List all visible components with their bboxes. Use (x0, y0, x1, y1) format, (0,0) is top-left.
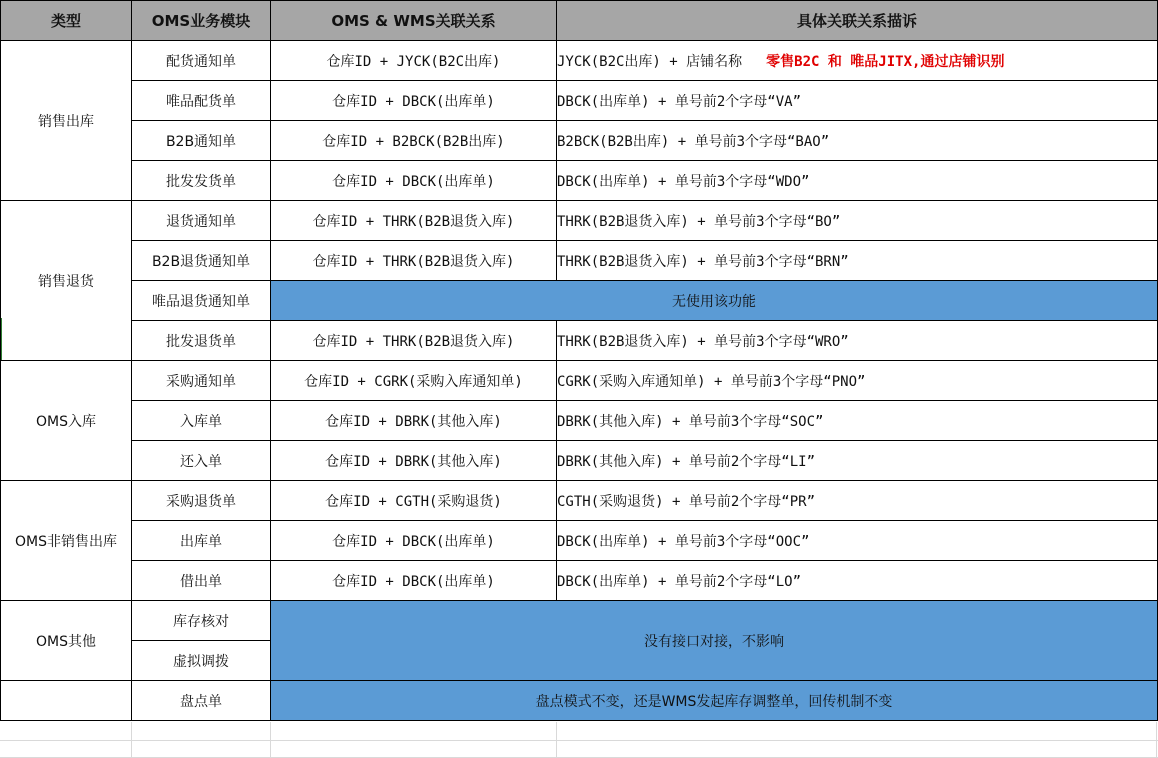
table-row (1, 121, 1158, 161)
module-cell[interactable]: 借出单 (132, 561, 271, 601)
relation-cell[interactable]: 仓库ID + DBRK(其他入库) (271, 401, 557, 441)
merged-blue-cell[interactable]: 无使用该功能 (271, 281, 1158, 321)
description-cell[interactable]: B2BCK(B2B出库) + 单号前3个字母“BAO” (557, 121, 1158, 161)
table-row (1, 561, 1158, 601)
relation-cell[interactable]: 仓库ID + DBRK(其他入库) (271, 441, 557, 481)
table-row (1, 361, 1158, 401)
relation-cell[interactable]: 仓库ID + B2BCK(B2B出库) (271, 121, 557, 161)
relation-cell[interactable]: 仓库ID + DBCK(出库单) (271, 81, 557, 121)
module-cell[interactable]: 批发发货单 (132, 161, 271, 201)
group-cell[interactable]: OMS其他 (1, 601, 132, 681)
relation-cell[interactable]: 仓库ID + DBCK(出库单) (271, 521, 557, 561)
merged-blue-cell[interactable]: 没有接口对接，不影响 (271, 601, 1158, 681)
description-cell[interactable]: THRK(B2B退货入库) + 单号前3个字母“BRN” (557, 241, 1158, 281)
group-cell[interactable]: OMS非销售出库 (1, 481, 132, 601)
gridline (1156, 722, 1157, 758)
description-cell[interactable]: DBCK(出库单) + 单号前3个字母“WDO” (557, 161, 1158, 201)
module-cell[interactable]: 入库单 (132, 401, 271, 441)
table-row (1, 161, 1158, 201)
relation-cell[interactable]: 仓库ID + DBCK(出库单) (271, 161, 557, 201)
header-relation[interactable]: OMS & WMS关联关系 (271, 1, 557, 41)
relation-cell[interactable]: 仓库ID + THRK(B2B退货入库) (271, 241, 557, 281)
relation-cell[interactable]: 仓库ID + DBCK(出库单) (271, 561, 557, 601)
relation-cell[interactable]: 仓库ID + CGRK(采购入库通知单) (271, 361, 557, 401)
relation-cell[interactable]: 仓库ID + THRK(B2B退货入库) (271, 321, 557, 361)
relation-cell[interactable]: 仓库ID + JYCK(B2C出库) (271, 41, 557, 81)
module-cell[interactable]: 退货通知单 (132, 201, 271, 241)
merged-blue-cell[interactable]: 盘点模式不变，还是WMS发起库存调整单，回传机制不变 (271, 681, 1158, 721)
module-cell[interactable]: 还入单 (132, 441, 271, 481)
description-cell[interactable]: CGRK(采购入库通知单) + 单号前3个字母“PNO” (557, 361, 1158, 401)
table-row (1, 481, 1158, 521)
module-cell[interactable]: 盘点单 (132, 681, 271, 721)
module-cell[interactable]: 批发退货单 (132, 321, 271, 361)
header-module[interactable]: OMS业务模块 (132, 1, 271, 41)
description-cell[interactable]: DBCK(出库单) + 单号前3个字母“OOC” (557, 521, 1158, 561)
module-cell[interactable]: 库存核对 (132, 601, 271, 641)
table-row (1, 41, 1158, 81)
table-row (1, 601, 1158, 641)
relation-cell[interactable]: 仓库ID + THRK(B2B退货入库) (271, 201, 557, 241)
module-cell[interactable]: 虚拟调拨 (132, 641, 271, 681)
table-row (1, 81, 1158, 121)
empty-grid-area (0, 722, 1158, 758)
group-cell[interactable]: 销售出库 (1, 41, 132, 201)
gridline (556, 722, 557, 758)
gridline (0, 740, 1158, 741)
module-cell[interactable]: 出库单 (132, 521, 271, 561)
table-row (1, 441, 1158, 481)
group-cell[interactable] (1, 681, 132, 721)
group-cell[interactable]: OMS入库 (1, 361, 132, 481)
module-cell[interactable]: 配货通知单 (132, 41, 271, 81)
description-cell[interactable] (557, 41, 1158, 81)
description-cell[interactable]: THRK(B2B退货入库) + 单号前3个字母“WRO” (557, 321, 1158, 361)
description-cell[interactable]: DBRK(其他入库) + 单号前2个字母“LI” (557, 441, 1158, 481)
table-row (1, 521, 1158, 561)
description-cell[interactable]: DBRK(其他入库) + 单号前3个字母“SOC” (557, 401, 1158, 441)
table-row (1, 281, 1158, 321)
header-type[interactable]: 类型 (1, 1, 132, 41)
header-row (1, 1, 1158, 41)
module-cell[interactable]: B2B退货通知单 (132, 241, 271, 281)
module-cell[interactable]: 唯品配货单 (132, 81, 271, 121)
description-cell[interactable]: CGTH(采购退货) + 单号前2个字母“PR” (557, 481, 1158, 521)
description-cell[interactable]: DBCK(出库单) + 单号前2个字母“VA” (557, 81, 1158, 121)
module-cell[interactable]: B2B通知单 (132, 121, 271, 161)
table-row (1, 201, 1158, 241)
gridline (270, 722, 271, 758)
red-note: 零售B2C 和 唯品JITX,通过店铺识别 (766, 53, 1005, 70)
table-row (1, 401, 1158, 441)
group-cell[interactable]: 销售退货 (1, 201, 132, 361)
module-cell[interactable]: 采购通知单 (132, 361, 271, 401)
description-cell[interactable]: DBCK(出库单) + 单号前2个字母“LO” (557, 561, 1158, 601)
description-cell[interactable]: THRK(B2B退货入库) + 单号前3个字母“BO” (557, 201, 1158, 241)
module-cell[interactable]: 唯品退货通知单 (132, 281, 271, 321)
table-row (1, 681, 1158, 721)
description-text: JYCK(B2C出库) + 店铺名称 (557, 53, 743, 70)
header-description[interactable]: 具体关联关系描诉 (557, 1, 1158, 41)
table-row (1, 241, 1158, 281)
module-cell[interactable]: 采购退货单 (132, 481, 271, 521)
table-row (1, 321, 1158, 361)
relation-cell[interactable]: 仓库ID + CGTH(采购退货) (271, 481, 557, 521)
gridline (131, 722, 132, 758)
